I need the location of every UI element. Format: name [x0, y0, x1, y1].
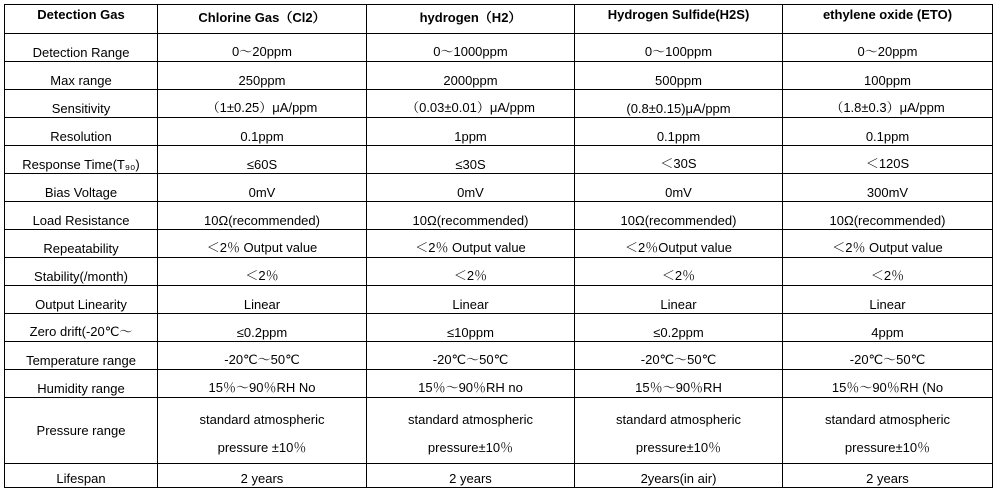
cell-line: pressure±10％: [427, 440, 514, 455]
header-row: [5, 5, 993, 34]
table-cell: Linear: [575, 286, 783, 314]
row-label: Lifespan: [5, 464, 158, 488]
table-cell: 0mV: [575, 174, 783, 202]
table-cell: 4ppm: [783, 314, 993, 342]
table-row: [5, 174, 993, 202]
table-cell: 500ppm: [575, 62, 783, 90]
row-label: Temperature range: [5, 342, 158, 370]
table-cell: 250ppm: [158, 62, 367, 90]
table-cell: ＜2％Output value: [575, 230, 783, 258]
table-cell: 1ppm: [367, 118, 575, 146]
table-cell: 300mV: [783, 174, 993, 202]
table-cell: (0.8±0.15)μA/ppm: [575, 90, 783, 118]
row-label: Max range: [5, 62, 158, 90]
table-cell: Linear: [158, 286, 367, 314]
table-row: [5, 146, 993, 174]
sensor-spec-table: [4, 4, 993, 488]
row-label: Humidity range: [5, 370, 158, 398]
table-cell: 10Ω(recommended): [783, 202, 993, 230]
table-cell: -20℃～50℃: [783, 342, 993, 370]
table-cell: 10Ω(recommended): [158, 202, 367, 230]
table-cell: 100ppm: [783, 62, 993, 90]
table-row: [5, 370, 993, 398]
table-cell: ≤0.2ppm: [575, 314, 783, 342]
table-cell: [575, 398, 783, 464]
table-row: [5, 118, 993, 146]
table-cell: ≤60S: [158, 146, 367, 174]
cell-line: pressure ±10％: [217, 440, 307, 455]
row-label: Pressure range: [5, 398, 158, 464]
table-cell: 0～20ppm: [783, 34, 993, 62]
table-cell: -20℃～50℃: [367, 342, 575, 370]
table-cell: 2000ppm: [367, 62, 575, 90]
row-label: Load Resistance: [5, 202, 158, 230]
row-label: Output Linearity: [5, 286, 158, 314]
table-cell: 0.1ppm: [158, 118, 367, 146]
header-cell-hydrogen: hydrogen（H2）: [367, 5, 575, 34]
table-cell: 0～20ppm: [158, 34, 367, 62]
table-cell: ＜2％: [158, 258, 367, 286]
table-cell: -20℃～50℃: [575, 342, 783, 370]
table-cell: 10Ω(recommended): [575, 202, 783, 230]
table-cell: [367, 398, 575, 464]
table-cell: ＜30S: [575, 146, 783, 174]
table-cell: ≤30S: [367, 146, 575, 174]
cell-line: standard atmospheric: [615, 412, 741, 427]
table-cell: 10Ω(recommended): [367, 202, 575, 230]
table-cell: ＜2％: [575, 258, 783, 286]
table-cell: 2 years: [158, 464, 367, 488]
table-cell: -20℃～50℃: [158, 342, 367, 370]
row-label: Resolution: [5, 118, 158, 146]
spec-body: [5, 34, 993, 488]
table-cell: （1.8±0.3）μA/ppm: [783, 90, 993, 118]
table-cell: ＜2％ Output value: [158, 230, 367, 258]
cell-line: pressure±10％: [844, 440, 931, 455]
table-row-pressure: [5, 398, 993, 464]
row-label: Stability(/month): [5, 258, 158, 286]
table-row: [5, 258, 993, 286]
table-cell: ＜2％ Output value: [367, 230, 575, 258]
header-cell-chlorine: Chlorine Gas（Cl2）: [158, 5, 367, 34]
table-cell: （0.03±0.01）μA/ppm: [367, 90, 575, 118]
table-cell: ＜120S: [783, 146, 993, 174]
table-cell: 2 years: [367, 464, 575, 488]
row-label: Sensitivity: [5, 90, 158, 118]
row-label: Detection Range: [5, 34, 158, 62]
table-row: [5, 62, 993, 90]
table-row-lifespan: [5, 464, 993, 488]
table-row: [5, 314, 993, 342]
table-row: [5, 230, 993, 258]
table-cell: 0mV: [367, 174, 575, 202]
table-cell: 15％～90％RH no: [367, 370, 575, 398]
table-cell: ≤0.2ppm: [158, 314, 367, 342]
table-cell: 15％～90％RH (No: [783, 370, 993, 398]
header-cell-hydrogen-sulfide: Hydrogen Sulfide(H2S): [575, 5, 783, 34]
table-row: [5, 202, 993, 230]
table-cell: ≤10ppm: [367, 314, 575, 342]
table-cell: 15％～90％RH: [575, 370, 783, 398]
table-cell: 0.1ppm: [575, 118, 783, 146]
table-cell: ＜2％: [367, 258, 575, 286]
cell-line: pressure±10％: [635, 440, 722, 455]
table-cell: 2years(in air): [575, 464, 783, 488]
table-row: [5, 90, 993, 118]
table-cell: 2 years: [783, 464, 993, 488]
header-cell-ethylene-oxide: ethylene oxide (ETO): [783, 5, 993, 34]
row-label: Bias Voltage: [5, 174, 158, 202]
cell-line: standard atmospheric: [407, 412, 533, 427]
row-label: Zero drift(-20℃～: [5, 314, 158, 342]
table-cell: 15％～90％RH No: [158, 370, 367, 398]
table-cell: 0～100ppm: [575, 34, 783, 62]
table-cell: ＜2％ Output value: [783, 230, 993, 258]
table-cell: 0mV: [158, 174, 367, 202]
row-label: Repeatability: [5, 230, 158, 258]
table-cell: （1±0.25）μA/ppm: [158, 90, 367, 118]
table-cell: Linear: [783, 286, 993, 314]
table-cell: 0.1ppm: [783, 118, 993, 146]
table-cell: [783, 398, 993, 464]
row-label: Response Time(T₉₀): [5, 146, 158, 174]
table-cell: Linear: [367, 286, 575, 314]
table-cell: [158, 398, 367, 464]
table-cell: ＜2％: [783, 258, 993, 286]
table-cell: 0～1000ppm: [367, 34, 575, 62]
table-row: [5, 342, 993, 370]
table-row: [5, 34, 993, 62]
cell-line: standard atmospheric: [824, 412, 950, 427]
header-cell-detection-gas: Detection Gas: [5, 5, 158, 34]
cell-line: standard atmospheric: [199, 412, 325, 427]
table-row: [5, 286, 993, 314]
